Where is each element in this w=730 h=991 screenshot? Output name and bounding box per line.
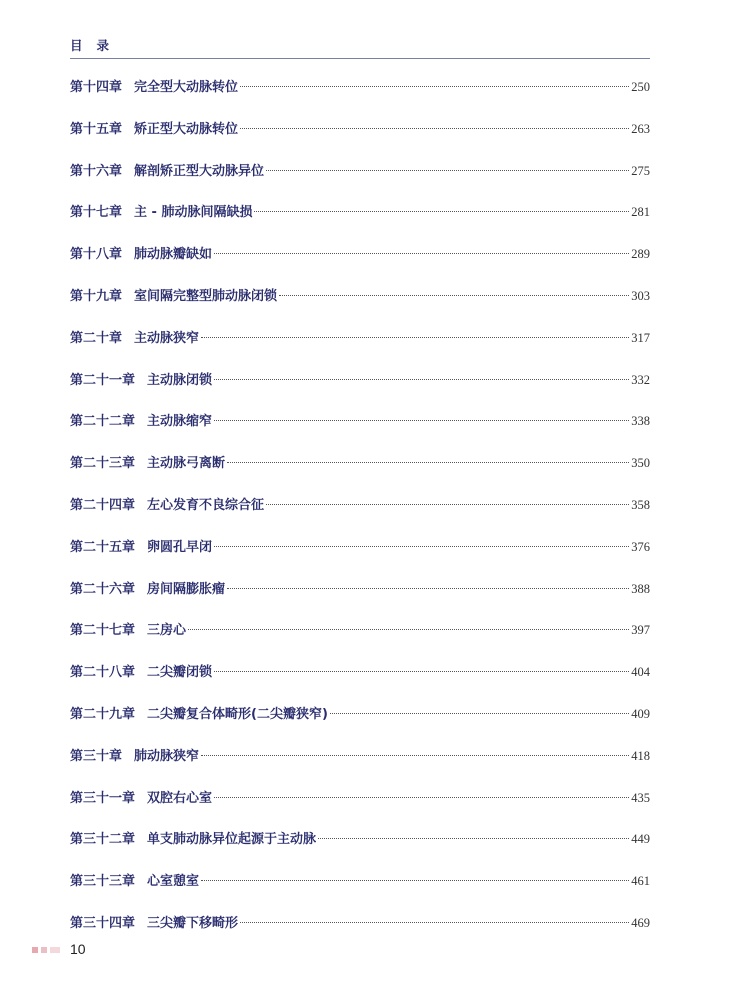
toc-page-number: 461 <box>631 874 650 889</box>
toc-chapter-number: 第二十三章 <box>70 456 136 472</box>
toc-entry[interactable] <box>70 285 650 327</box>
toc-chapter-title: 二尖瓣复合体畸形(二尖瓣狭窄) <box>147 706 328 722</box>
toc-page-number: 409 <box>631 706 650 721</box>
toc-chapter-number: 第二十七章 <box>70 623 136 639</box>
toc-page-number: 404 <box>631 665 650 680</box>
toc-page-number: 449 <box>631 832 650 847</box>
toc-chapter-number: 第二十二章 <box>70 414 136 430</box>
toc-chapter-title: 单支肺动脉异位起源于主动脉 <box>147 832 317 848</box>
toc-entry[interactable] <box>70 369 650 411</box>
toc-entry[interactable] <box>70 578 650 620</box>
toc-chapter-title: 完全型大动脉转位 <box>134 80 239 95</box>
toc-chapter-title: 肺动脉狭窄 <box>134 748 200 764</box>
table-of-contents <box>70 76 650 954</box>
toc-dot-leader <box>214 379 629 380</box>
toc-entry[interactable] <box>70 619 650 661</box>
toc-page-number: 358 <box>631 497 650 512</box>
toc-chapter-title: 主动脉缩窄 <box>147 414 213 430</box>
toc-dot-leader <box>201 880 629 881</box>
toc-page-number: 281 <box>631 205 650 220</box>
toc-dot-leader <box>214 671 629 672</box>
toc-entry[interactable] <box>70 160 650 202</box>
toc-chapter-number: 第二十六章 <box>70 581 136 597</box>
toc-chapter-title: 室间隔完整型肺动脉闭锁 <box>134 288 278 304</box>
footer-mark-square <box>32 947 38 953</box>
footer-decoration <box>32 947 60 953</box>
toc-dot-leader <box>214 546 629 547</box>
toc-entry[interactable] <box>70 494 650 536</box>
toc-entry[interactable] <box>70 243 650 285</box>
toc-dot-leader <box>266 170 629 171</box>
toc-entry[interactable] <box>70 745 650 787</box>
toc-page-number: 469 <box>631 915 650 930</box>
toc-chapter-number: 第十九章 <box>70 288 123 304</box>
toc-entry[interactable] <box>70 828 650 870</box>
toc-chapter-number: 第二十五章 <box>70 539 136 555</box>
footer-mark-bar <box>50 947 60 953</box>
toc-chapter-number: 第三十三章 <box>70 874 136 890</box>
toc-chapter-number: 第三十四章 <box>70 915 136 931</box>
toc-dot-leader <box>214 253 629 254</box>
toc-page-number: 397 <box>631 623 650 638</box>
toc-dot-leader <box>330 713 629 714</box>
toc-entry[interactable] <box>70 661 650 703</box>
toc-dot-leader <box>201 337 629 338</box>
toc-chapter-title: 解剖矫正型大动脉异位 <box>134 163 265 179</box>
toc-chapter-title: 三尖瓣下移畸形 <box>147 915 239 931</box>
toc-chapter-title: 主动脉闭锁 <box>147 372 213 388</box>
toc-entry[interactable] <box>70 410 650 452</box>
toc-dot-leader <box>254 211 629 212</box>
toc-entry[interactable] <box>70 76 650 118</box>
toc-entry[interactable] <box>70 327 650 369</box>
toc-page-number: 376 <box>631 539 650 554</box>
toc-entry[interactable] <box>70 870 650 912</box>
toc-page-number: 289 <box>631 247 650 262</box>
toc-entry[interactable] <box>70 201 650 243</box>
toc-chapter-title: 主 - 肺动脉间隔缺损 <box>134 205 253 221</box>
toc-page-number: 317 <box>631 330 650 345</box>
toc-dot-leader <box>240 128 629 129</box>
toc-dot-leader <box>201 755 629 756</box>
toc-entry[interactable] <box>70 703 650 745</box>
toc-dot-leader <box>279 295 629 296</box>
toc-page-number: 388 <box>631 581 650 596</box>
toc-chapter-number: 第十六章 <box>70 163 123 179</box>
toc-chapter-number: 第十四章 <box>70 80 123 95</box>
toc-entry[interactable] <box>70 118 650 160</box>
toc-dot-leader <box>188 629 629 630</box>
toc-dot-leader <box>240 922 629 923</box>
toc-dot-leader <box>266 504 629 505</box>
toc-chapter-title: 主动脉狭窄 <box>134 330 200 346</box>
toc-chapter-title: 心室憩室 <box>147 874 200 890</box>
toc-page-number: 332 <box>631 372 650 387</box>
toc-chapter-number: 第三十一章 <box>70 790 136 806</box>
toc-chapter-number: 第十五章 <box>70 121 123 137</box>
toc-dot-leader <box>318 838 629 839</box>
toc-dot-leader <box>227 462 629 463</box>
page-number: 10 <box>70 941 86 957</box>
toc-chapter-title: 三房心 <box>147 623 187 639</box>
toc-page-number: 250 <box>631 80 650 94</box>
toc-dot-leader <box>227 588 629 589</box>
toc-page-number: 435 <box>631 790 650 805</box>
toc-chapter-number: 第十八章 <box>70 247 123 263</box>
toc-chapter-title: 二尖瓣闭锁 <box>147 665 213 681</box>
toc-page-number: 338 <box>631 414 650 429</box>
toc-chapter-number: 第二十四章 <box>70 497 136 513</box>
toc-entry[interactable] <box>70 787 650 829</box>
toc-chapter-title: 房间隔膨胀瘤 <box>147 581 226 597</box>
toc-page-number: 275 <box>631 163 650 178</box>
toc-chapter-number: 第二十一章 <box>70 372 136 388</box>
footer-mark-square <box>41 947 47 953</box>
toc-chapter-title: 矫正型大动脉转位 <box>134 121 239 137</box>
toc-entry[interactable] <box>70 536 650 578</box>
toc-chapter-title: 肺动脉瓣缺如 <box>134 247 213 263</box>
toc-page-number: 263 <box>631 121 650 136</box>
toc-chapter-title: 主动脉弓离断 <box>147 456 226 472</box>
toc-dot-leader <box>214 797 629 798</box>
toc-heading: 目录 <box>70 38 124 53</box>
toc-chapter-number: 第三十二章 <box>70 832 136 848</box>
toc-chapter-title: 左心发育不良综合征 <box>147 497 265 513</box>
toc-dot-leader <box>214 420 629 421</box>
toc-page-number: 418 <box>631 748 650 763</box>
toc-chapter-title: 卵圆孔早闭 <box>147 539 213 555</box>
toc-chapter-number: 第三十章 <box>70 748 123 764</box>
toc-chapter-title: 双腔右心室 <box>147 790 213 806</box>
toc-chapter-number: 第十七章 <box>70 205 123 221</box>
toc-chapter-number: 第二十八章 <box>70 665 136 681</box>
toc-entry[interactable] <box>70 452 650 494</box>
toc-chapter-number: 第二十九章 <box>70 706 136 722</box>
toc-page-number: 303 <box>631 288 650 303</box>
toc-entry[interactable] <box>70 912 650 954</box>
toc-dot-leader <box>240 86 629 87</box>
toc-chapter-number: 第二十章 <box>70 330 123 346</box>
toc-page-number: 350 <box>631 456 650 471</box>
page-header <box>70 38 650 59</box>
